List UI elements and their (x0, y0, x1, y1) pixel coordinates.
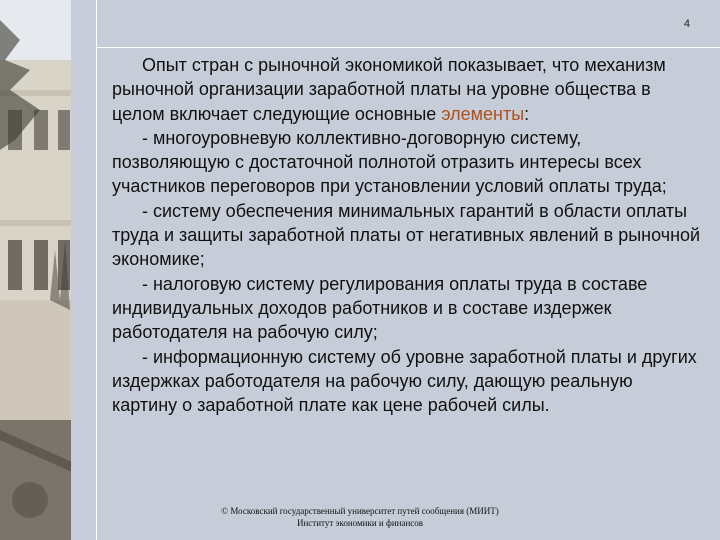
list-item: - информационную систему об уровне заработной платы и других издержках работодателя на рабочую силу, дающую реальную картину о заработной плате как цене рабочей силы. (112, 346, 697, 416)
highlight-term: элементы (441, 103, 525, 124)
intro-colon: : (524, 103, 530, 124)
divider-vertical (96, 0, 97, 540)
divider-horizontal (96, 47, 720, 48)
footer (140, 505, 580, 529)
slide-number: 4 (683, 18, 690, 30)
footer-institute: Институт экономики и финансов (296, 518, 424, 528)
list-item: - многоуровневую коллективно-договорную систему, позволяющую с достаточной полнотой отразить интересы всех участников переговоров при установлении условий оплаты труда; (112, 127, 667, 197)
footer-copyright: © Московский государственный университет путей сообщения (МИИТ) (221, 506, 499, 516)
intro-text: Опыт стран с рыночной экономикой показывает, что механизм рыночной организации заработной платы на уровне общества в целом включает следующие основные (112, 55, 666, 124)
list-item: - налоговую систему регулирования оплаты труда в составе индивидуальных доходов работников и в составе издержек работодателя на рабочую силу; (112, 273, 648, 343)
intro-paragraph (112, 53, 702, 126)
list-item: - систему обеспечения минимальных гарантий в области оплаты труда и защиты заработной платы от негативных явлений в рыночной экономике; (112, 200, 701, 270)
slide-body (112, 53, 702, 417)
